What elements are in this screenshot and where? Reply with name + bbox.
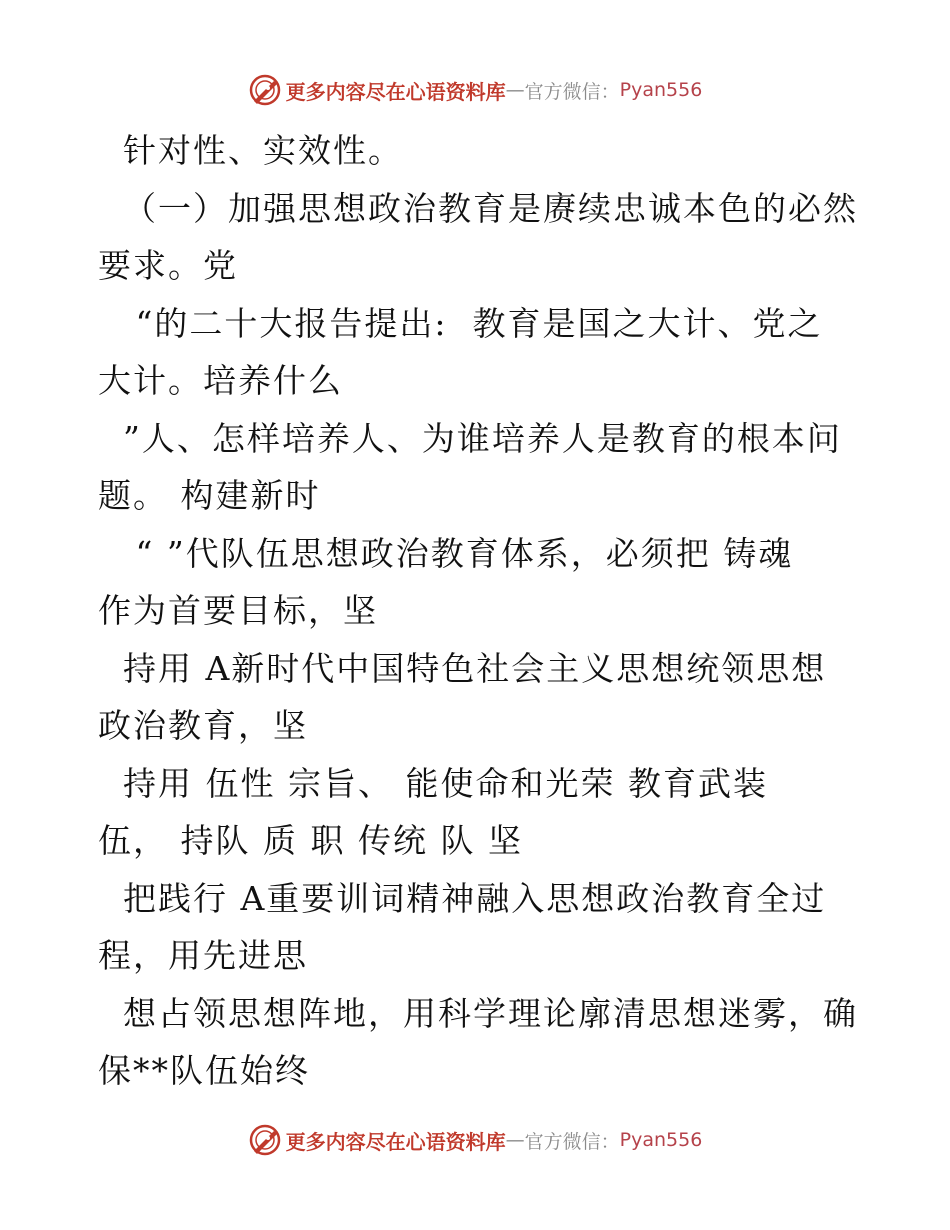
text-line: 保**队伍始终: [98, 1051, 310, 1090]
text-line: 程，用先进思: [98, 936, 308, 975]
footer-dash: —: [505, 1129, 525, 1151]
pen-logo-icon: [248, 73, 282, 107]
text-line: 针对性、实效性。: [98, 131, 403, 170]
header-watermark: [0, 70, 950, 110]
text-line: 持用 伍性 宗旨、 能使命和光荣 教育武装: [98, 763, 768, 803]
header-official-label: 官方微信：: [524, 80, 620, 103]
text-line: （一）加强思想政治教育是赓续忠诚本色的必然: [98, 188, 858, 228]
text-line: ”人、怎样培养人、为谁培养人是教育的根本问: [98, 418, 842, 458]
footer-official-label: 官方微信：: [524, 1130, 620, 1153]
document-body: [98, 122, 858, 1100]
text-line: 作为首要目标，坚: [98, 591, 378, 630]
footer-wechat-id: Pyan556: [619, 1129, 703, 1151]
header-wechat-id: Pyan556: [619, 79, 703, 101]
text-line: 想占领思想阵地，用科学理论廓清思想迷雾，确: [98, 993, 858, 1033]
text-line: “的二十大报告提出: 教育是国之大计、党之: [98, 303, 823, 343]
text-line: 大计。培养什么: [98, 361, 343, 400]
text-line: 伍， 持队 质 职 传统 队 坚: [98, 821, 523, 860]
footer-watermark: [0, 1120, 950, 1160]
text-line: 要求。党: [98, 246, 238, 285]
pen-logo-icon: [248, 1123, 282, 1157]
text-line: 题。 构建新时: [98, 476, 321, 515]
text-line: 政治教育，坚: [98, 706, 308, 745]
header-brand-text: 更多内容尽在心语资料库: [285, 79, 506, 104]
text-line: 把践行 A重要训词精神融入思想政治教育全过: [98, 878, 827, 918]
footer-brand-text: 更多内容尽在心语资料库: [285, 1129, 506, 1154]
text-line: “ ”代队伍思想政治教育体系，必须把 铸魂: [98, 533, 794, 573]
text-line: 持用 A新时代中国特色社会主义思想统领思想: [98, 648, 827, 688]
header-dash: —: [505, 79, 525, 101]
